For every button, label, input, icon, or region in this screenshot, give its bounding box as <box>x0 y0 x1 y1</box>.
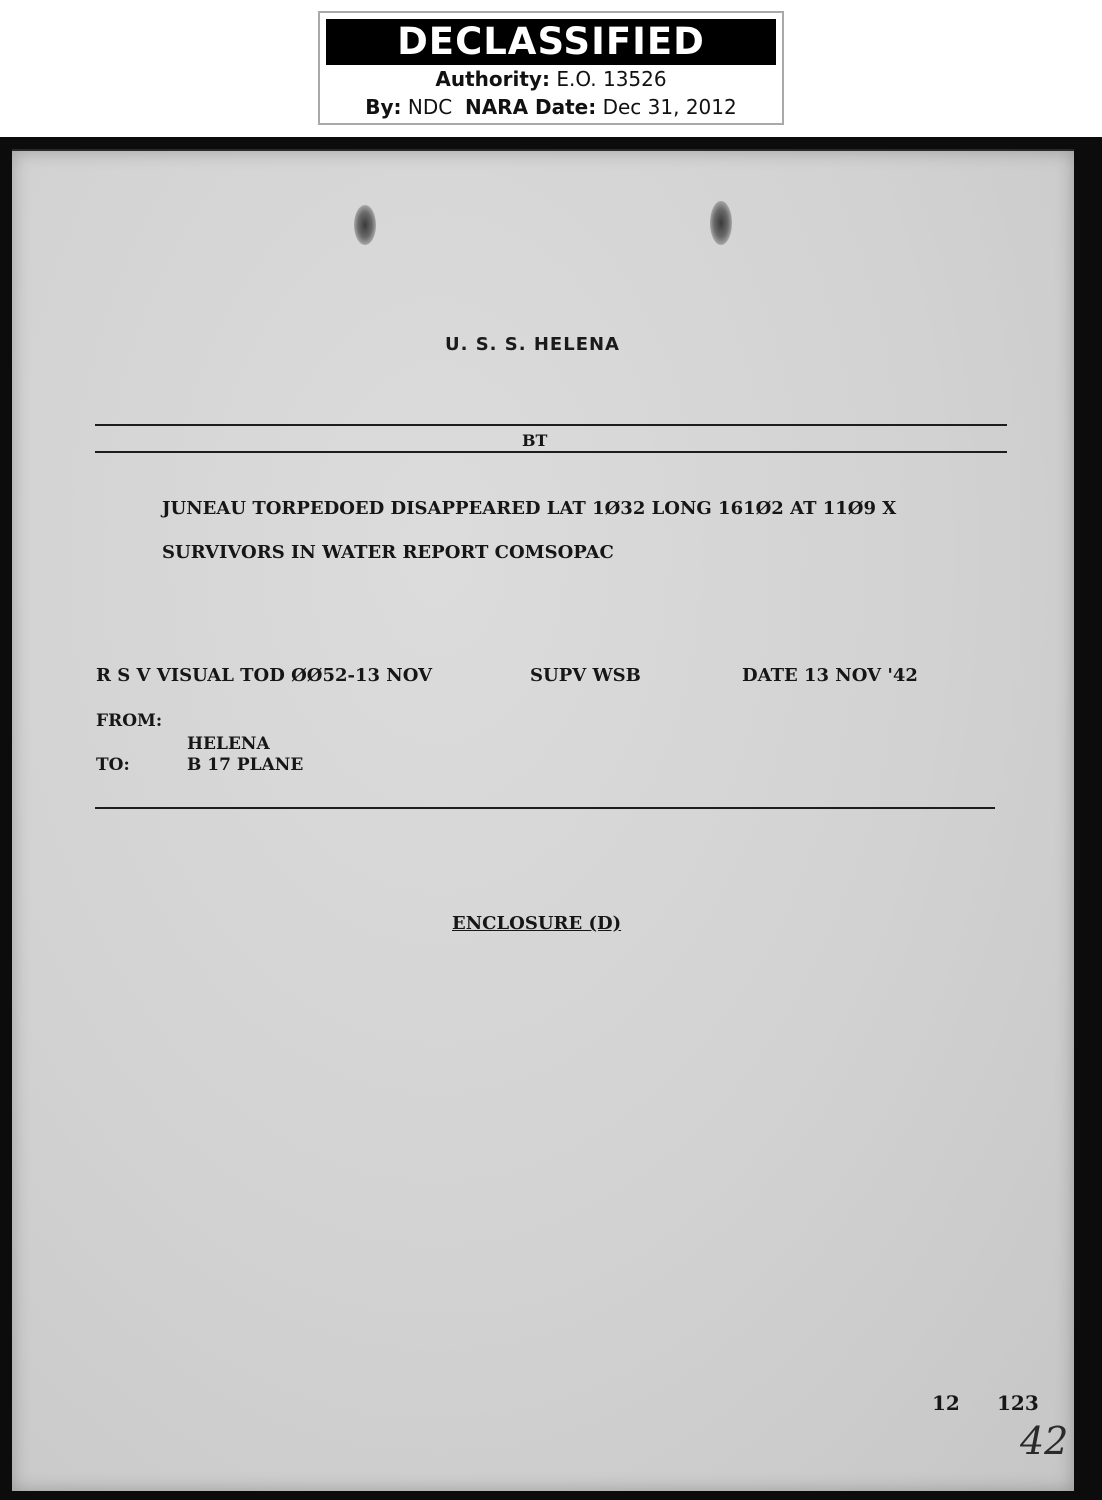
page-ref-1: 12 <box>932 1391 960 1415</box>
scanned-page-frame <box>0 137 1102 1500</box>
enclosure-label: ENCLOSURE (D) <box>452 913 622 934</box>
to-value: B 17 PLANE <box>187 755 304 775</box>
second-rule <box>95 451 1007 453</box>
top-rule <box>95 424 1007 426</box>
punch-hole-left <box>354 205 376 245</box>
stamp-date-value: Dec 31, 2012 <box>602 95 737 119</box>
stamp-authority-label: Authority: <box>435 67 550 91</box>
from-label: FROM: <box>96 711 163 731</box>
stamp-authority-line <box>320 65 782 93</box>
stamp-title: DECLASSIFIED <box>326 19 776 65</box>
page-ref-2: 123 <box>997 1391 1039 1415</box>
message-line-1: JUNEAU TORPEDOED DISAPPEARED LAT 1Ø32 LONG 161Ø2 AT 11Ø9 X <box>162 498 897 519</box>
declassified-stamp <box>318 11 784 125</box>
stamp-by-label: By: <box>365 95 402 119</box>
stamp-by-line <box>320 93 782 121</box>
transmission-info: R S V VISUAL TOD ØØ52-13 NOV <box>96 665 433 686</box>
message-date: DATE 13 NOV '42 <box>742 665 918 686</box>
from-value: HELENA <box>187 734 270 754</box>
handwritten-page-number: 42 <box>1020 1419 1069 1463</box>
stamp-by-value: NDC <box>407 95 453 119</box>
header-code: BT <box>522 431 548 450</box>
supervisor-info: SUPV WSB <box>530 665 641 686</box>
ship-title: U. S. S. HELENA <box>445 334 620 355</box>
message-line-2: SURVIVORS IN WATER REPORT COMSOPAC <box>162 542 614 563</box>
to-label: TO: <box>96 755 130 775</box>
stamp-authority-value: E.O. 13526 <box>556 67 667 91</box>
stamp-date-label: NARA Date: <box>464 95 597 119</box>
punch-hole-right <box>710 201 732 245</box>
document-paper <box>12 149 1074 1491</box>
bottom-rule <box>95 807 995 809</box>
